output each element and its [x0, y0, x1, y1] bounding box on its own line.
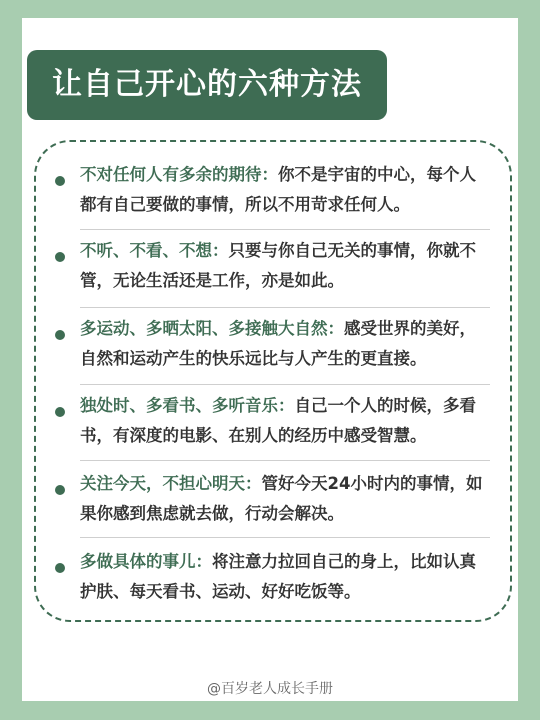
- bullet-dot: [55, 407, 65, 417]
- author-watermark: @百岁老人成长手册: [207, 681, 333, 697]
- bullet-dot: [55, 330, 65, 340]
- bullet-dot: [55, 563, 65, 573]
- item-body: 感受世界的美好，自然和运动产生的快乐远比与人产生的更直接。: [80, 319, 476, 368]
- divider: [80, 307, 490, 308]
- divider: [80, 537, 490, 538]
- item-heading: 多做具体的事儿：: [80, 552, 212, 571]
- bullet-dot: [55, 176, 65, 186]
- tips-box: [34, 140, 512, 622]
- item-heading: 关注今天，不担心明天：: [80, 474, 262, 493]
- item-text: [80, 547, 486, 607]
- page-title: 让自己开心的六种方法: [27, 50, 387, 120]
- item-heading: 不听、不看、不想：: [80, 241, 229, 260]
- divider: [80, 229, 490, 230]
- item-text: [80, 236, 486, 296]
- item-text: [80, 391, 486, 451]
- divider: [80, 460, 490, 461]
- bullet-dot: [55, 485, 65, 495]
- item-body: 只要与你自己无关的事情，你就不管，无论生活还是工作，亦是如此。: [80, 241, 476, 290]
- item-body: 管好今天24小时内的事情，如果你感到焦虑就去做，行动会解决。: [80, 474, 483, 523]
- content-card: [22, 18, 518, 701]
- item-heading: 独处时、多看书、多听音乐：: [80, 396, 295, 415]
- item-body: 你不是宇宙的中心，每个人都有自己要做的事情，所以不用苛求任何人。: [80, 165, 476, 214]
- item-heading: 不对任何人有多余的期待：: [80, 165, 278, 184]
- item-text: [80, 469, 486, 529]
- bullet-dot: [55, 252, 65, 262]
- item-text: [80, 314, 486, 374]
- item-body: 将注意力拉回自己的身上，比如认真护肤、每天看书、运动、好好吃饭等。: [80, 552, 476, 601]
- divider: [80, 384, 490, 385]
- item-text: [80, 160, 486, 220]
- item-body: 自己一个人的时候，多看书，有深度的电影、在别人的经历中感受智慧。: [80, 396, 476, 445]
- item-heading: 多运动、多晒太阳、多接触大自然：: [80, 319, 344, 338]
